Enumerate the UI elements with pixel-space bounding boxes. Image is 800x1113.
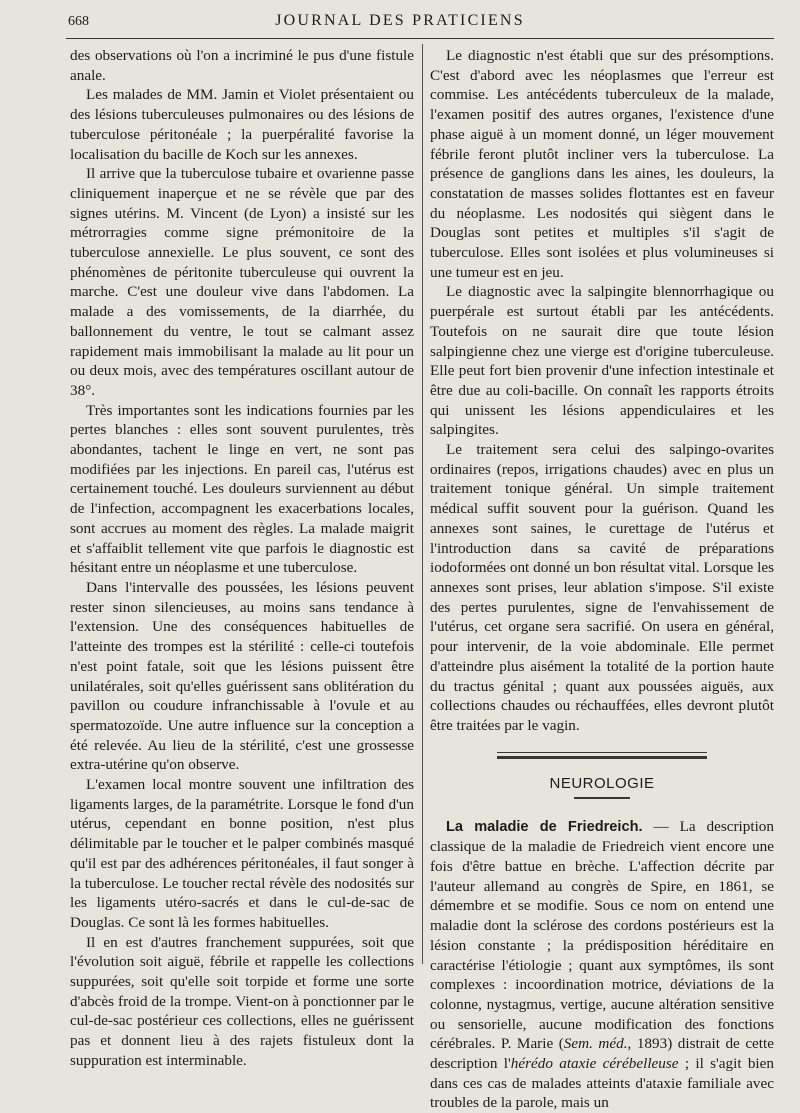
section-rule-thick [497, 756, 707, 759]
paragraph: Il en est d'autres franchement suppurées, soit que l'évolution soit aiguë, fébrile et rappelle les collections suppurées, soit qu'elle soit torpide et forme une sorte d'abcès froid de la trompe. Vient-on à ponctionner par le cul-de-sac postérieur ces collections, elles ne guérissent pas et donnent lieu à des rajets fistuleux dont la suppuration est interminable. [70, 933, 414, 1069]
left-column [70, 46, 414, 1071]
page-header [0, 12, 800, 36]
paragraph: Le traitement sera celui des salpingo-ovarites ordinaires (repos, irrigations chaudes) avec en plus un traitement tonique général. Un simple traitement médical suffit souvent pour la guérison. Quand les annexes sont saines, le curettage de l'utérus et l'introduction dans sa cavité de préparations iodoformées ont donné un bon résultat vital. Lorsque les annexes sont prises, leur ablation s'impose. S'il existe des pertes purulentes, signe de l'envahissement de l'utérus, cet organe sera sacrifié. On usera en général, pour intervenir, de la voie abdominale. Elle permet d'atteindre plus aisément la totalité de la portion haute du tractus génital ; quant aux poussées aiguës, aux collections chaudes ou réchauffées, elles devront plutôt être traitées par le vagin. [430, 441, 774, 734]
article-text: — La description classique de la maladie de Friedreich vient encore une fois d'être battue en brèche. L'affection décrite par l'auteur allemand au congrès de Spire, en 1861, se démembre et se modifie. Sous ce nom on entend une maladie dont la sclérose des cordons postérieurs est la lésion constante ; la prédisposition héréditaire en caractérise l'étiologie ; quant aux symptômes, ils sont complexes : incoordination motrice, déviations de la colonne, nystagmus, vertige, aucune altération sensitive ou sensorielle, aucune modification des fonctions cérébrales. P. Marie ( [430, 817, 774, 1053]
paragraph: Le diagnostic n'est établi que sur des présomptions. C'est d'abord avec les néoplasmes que l'erreur est commise. Les antécédents tuberculeux de la malade, l'examen positif des autres organes, l'existence d'une phase aiguë à un moment donné, un léger mouvement fébrile feront plutôt incliner vers la tuberculose. La présence de ganglions dans les aines, les douleurs, la constatation de masses solides flottantes est en faveur du néoplasme. Les nodosités qui siègent dans le Douglas sont petites et multiples s'il s'agit de tuberculose. Elles sont isolées et plus volumineuses si une tumeur est en jeu. [430, 47, 774, 281]
page-number: 668 [68, 14, 89, 29]
paragraph: Très importantes sont les indications fournies par les pertes blanches : elles sont souvent purulentes, très abondantes, tachent le linge en vert, ne sont pas modifiées par les injections. En pareil cas, l'utérus est certainement touché. Les douleurs surviennent au début de l'infection, accompagnent les exacerbations locales, sont accrues au moment des règles. La malade maigrit et s'affaiblit tellement vite que parfois le diagnostic est hésitant entre un néoplasme et une tuberculose. [70, 401, 414, 577]
article-title: La maladie de Friedreich. [446, 818, 643, 835]
article-text: ; il s'agit bien dans ces cas de malades atteints d'ataxie familiale avec troubles de la parole, mais un [430, 1055, 774, 1112]
paragraph: Les malades de MM. Jamin et Violet présentaient ou des lésions tuberculeuses pulmonaires ou des lésions de tuberculose péritonéale ; la puerpéralité favorise la localisation du bacille de Koch sur les annexes. [70, 86, 414, 163]
paragraph: Il arrive que la tuberculose tubaire et ovarienne passe cliniquement inaperçue et ne se révèle que par des signes utérins. M. Vincent (de Lyon) a insisté sur les métrorragies comme signe prémonitoire de la tuberculose annexielle. Le plus souvent, ce sont des phénomènes de péritonite tuberculeuse qui ouvrent la marche. C'est une douleur vive dans l'abdomen. La malade a des vomissements, de la diarrhée, du ballonnement du ventre, le tout se calmant assez rapidement mais immobilisant la malade au lit pour un ou deux mois, avec des températures oscillant autour de 38°. [70, 165, 414, 399]
paragraph: Le diagnostic avec la salpingite blennorrhagique ou puerpérale est surtout établi par les antécédents. Toutefois on ne saurait dire que toute lésion salpingienne chez une vierge est d'origine tuberculeuse. Elle peut fort bien provenir d'une infection intestinale et être due au coli-bacille. On connaît les rapports étroits qui unissent les lésions appendiculaires et les salpingites. [430, 283, 774, 439]
header-rule [66, 38, 774, 39]
paragraph: L'examen local montre souvent une infiltration des ligaments larges, de la paramétrite. Lorsque le fond d'un utérus, cependant en bonne position, n'est plus délimitable par le toucher et le palper combinés masqué qu'il est par des adhérences péritonéales, il faut songer à la tuberculose. Le toucher rectal révèle des nodosités sur les ligaments utéro-sacrés et dans le cul-de-sac de Douglas. Ce sont là les formes habituelles. [70, 776, 414, 931]
journal-title: JOURNAL DES PRATICIENS [275, 12, 525, 29]
column-divider [422, 44, 423, 964]
section-rule [497, 752, 707, 753]
article-paragraph [430, 817, 774, 1113]
section-title-underline [574, 797, 630, 799]
section-title: NEUROLOGIE [549, 774, 655, 792]
paragraph: Dans l'intervalle des poussées, les lésions peuvent rester sinon silencieuses, au moins sans tendance à l'extension. Une des conséquences habituelles de l'atteinte des trompes est la stérilité : celle-ci toutefois n'est point fatale, soit que les lésions puissent être unilatérales, soit qu'elles guérissent sans oblitération du pavillon ou coudure infranchissable à l'ovule et au spermatozoïde. Une autre influence sur la conception a été relevée. Au lieu de la stérilité, c'est une grossesse extra-utérine qu'on observe. [70, 578, 414, 774]
article-text: , 1893) distrait de cette description l' [430, 1035, 774, 1073]
paragraph: des observations où l'on a incriminé le pus d'une fistule anale. [70, 47, 414, 84]
right-column [430, 46, 774, 1113]
citation: Sem. méd. [563, 1035, 628, 1053]
term: hérédo ataxie cérébelleuse [510, 1055, 679, 1073]
